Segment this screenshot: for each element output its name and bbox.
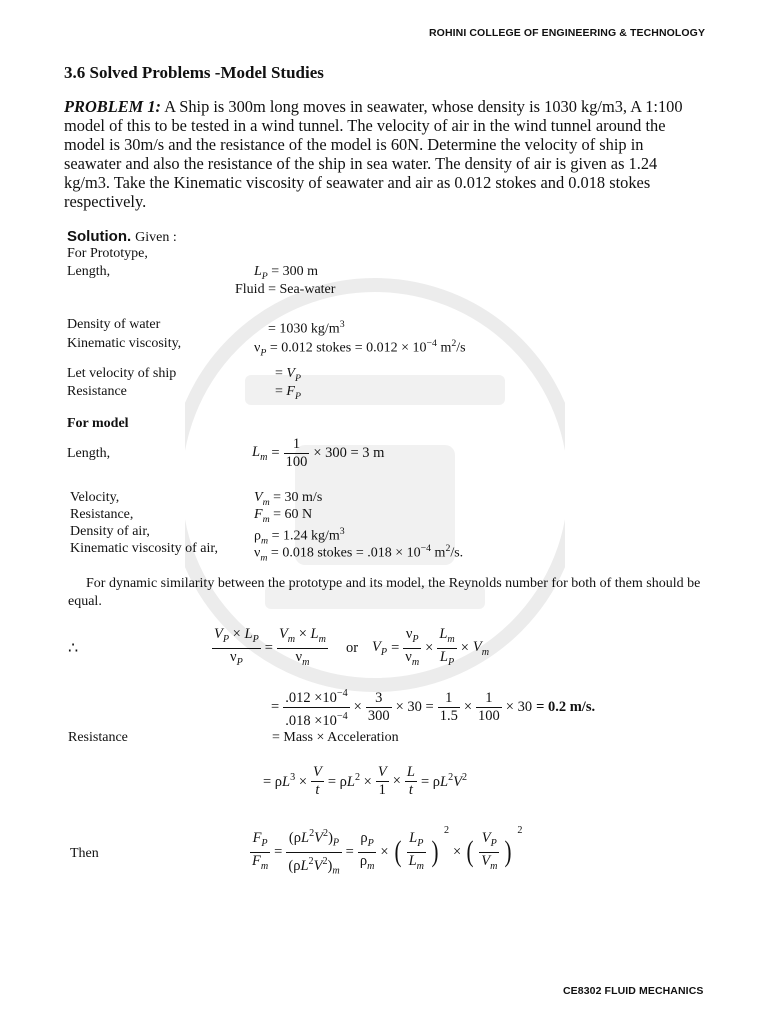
resistance3-label: Resistance bbox=[68, 730, 128, 745]
then-label: Then bbox=[70, 846, 99, 861]
velocity-ship-value: = $V_P$ bbox=[275, 366, 301, 384]
solution-heading-row bbox=[67, 228, 177, 246]
density-value: = 1030 $kg/m^3$ bbox=[268, 319, 345, 337]
density-air-value: $\rho_m = 1.24$ $kg/m^3$ bbox=[254, 526, 345, 547]
length-label: Length, bbox=[67, 264, 111, 279]
header-institution: ROHINI COLLEGE OF ENGINEERING & TECHNOLOGY bbox=[429, 27, 706, 39]
reynolds-equation: $\frac{V_P \times L_P}{\nu_P}$ = $\frac{V_m \times L_m}{\nu_m}$ or $V_P$ = $\frac{\nu_P}{\nu_m}$ × $\frac{L_m}{L_P}$ × $V_m$ bbox=[214, 626, 490, 668]
section-title: 3.6 Solved Problems -Model Studies bbox=[64, 63, 324, 82]
solution-heading: Solution. bbox=[67, 228, 132, 245]
density-label: Density of water bbox=[67, 317, 161, 332]
problem-statement bbox=[64, 97, 704, 211]
model-length-equation: $L_m$ = $\frac{1}{100}$ × 300 = 3 m bbox=[252, 436, 385, 470]
model-label: For model bbox=[67, 416, 129, 431]
velocity-ship-label: Let velocity of ship bbox=[67, 366, 177, 381]
resistance-label: Resistance bbox=[67, 384, 127, 399]
velocity-label: Velocity, bbox=[70, 490, 120, 505]
model-length-label: Length, bbox=[67, 446, 111, 461]
kinematic-value: $\nu_P = 0.012$ stokes = $0.012 \times 10^{-4}$ $m^2/s$ bbox=[254, 338, 466, 359]
fluid-value: Fluid = Sea-water bbox=[235, 282, 336, 297]
velocity-result: = 0.2 m/s. bbox=[536, 698, 596, 715]
velocity-value: $V_m = 30$ m/s bbox=[254, 490, 323, 508]
therefore-symbol: ∴ bbox=[68, 640, 79, 657]
force-derivation: = $\rho L^3$ × $\frac{V}{t}$ = $\rho L^2$ × $\frac{V}{1}$ × $\frac{L}{t}$ = $\rho L^2V^2$ bbox=[263, 764, 468, 798]
mass-acceleration: = Mass × Acceleration bbox=[272, 730, 399, 745]
kinematic-air-label: Kinematic viscosity of air, bbox=[70, 541, 218, 556]
reynolds-text: For dynamic similarity between the prototype and its model, the Reynolds number for both of them should be equal. bbox=[68, 576, 701, 609]
problem-label: PROBLEM 1: bbox=[64, 97, 161, 116]
resistance2-value: $F_m = 60$ N bbox=[254, 507, 313, 525]
resistance2-label: Resistance, bbox=[70, 507, 134, 522]
velocity-calculation: = $\frac{.012 \times 10^{-4}}{.018 \times 10^{-4}}$ × $\frac{3}{300}$ × 30 = $\frac{1}{1.5}$ × $\frac{1}{100}$ × 30 = 0.2 m/s. bbox=[271, 685, 599, 730]
length-value: $L_P = 300$ m bbox=[254, 264, 319, 282]
force-ratio-equation: $\frac{F_P}{F_m}$ = $\frac{(\rho L^2V^2)_P}{(\rho L^2V^2)_m}$ = $\frac{\rho_P}{\rho_m}$ × ( $\frac{L_P}{L_m}$ ) 2 × ( $\frac{V_P}{V_m}$ ) 2 bbox=[252, 825, 523, 877]
kinematic-air-value: $\nu_m = 0.018$ stokes = $.018 \times 10^{-4}$ $m^2/s$. bbox=[254, 543, 464, 564]
footer-course: CE8302 FLUID MECHANICS bbox=[563, 985, 704, 997]
prototype-label: For Prototype, bbox=[67, 246, 148, 261]
problem-text: A Ship is 300m long moves in seawater, whose density is 1030 kg/m3, A 1:100 model of this to be tested in a wind tunnel. The velocity of air in the wind tunnel around the model is 30m/s and the resistance of the model is 60N. Determine the velocity of ship in seawater and also the resistance of the ship in sea water. The density of air is given as 1.24 kg/m3. Take the Kinematic viscosity of seawater and air as 0.012 stokes and 0.018 stokes respectively. bbox=[64, 97, 683, 211]
kinematic-label: Kinematic viscosity, bbox=[67, 336, 182, 351]
resistance-value: = $F_P$ bbox=[275, 384, 301, 402]
given-label: Given : bbox=[135, 230, 177, 245]
density-air-label: Density of air, bbox=[70, 524, 150, 539]
